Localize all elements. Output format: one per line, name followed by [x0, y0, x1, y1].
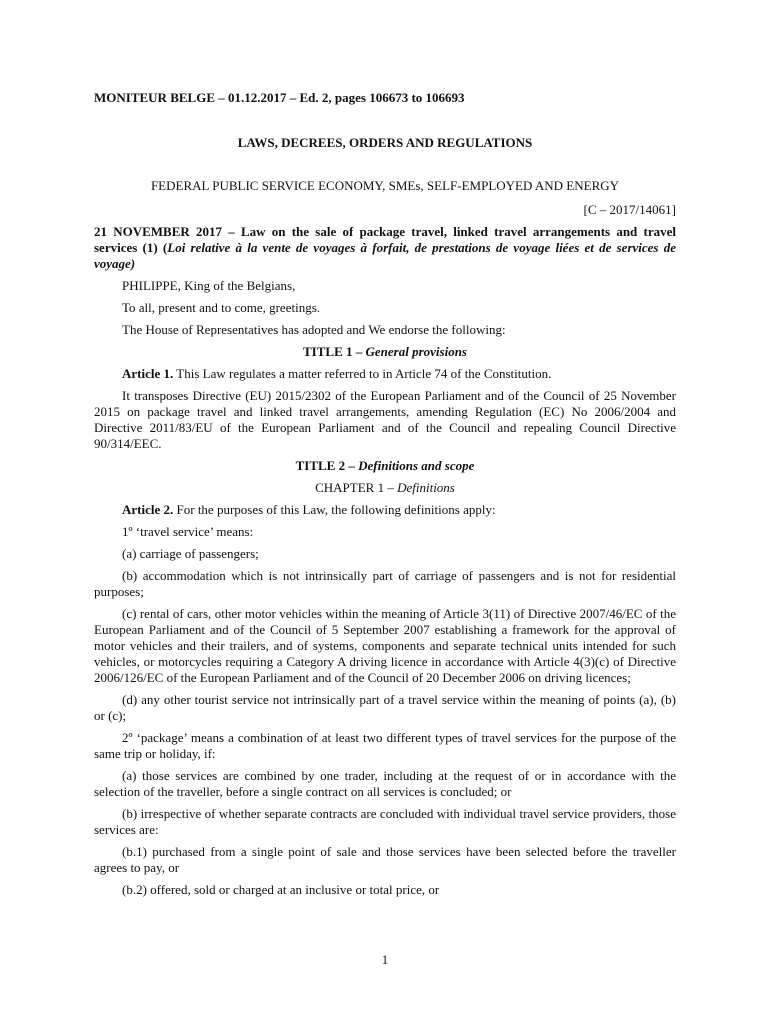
- chapter-1-name: Definitions: [397, 480, 455, 495]
- title-1-label: TITLE 1 –: [303, 344, 366, 359]
- title-2-label: TITLE 2 –: [295, 458, 359, 473]
- department-heading: FEDERAL PUBLIC SERVICE ECONOMY, SMEs, SELF-EMPLOYED AND ENERGY: [150, 178, 620, 193]
- reference-number: [C – 2017/14061]: [583, 202, 676, 217]
- title-2-heading: [94, 458, 676, 474]
- title-1-name: General provisions: [365, 344, 467, 359]
- definition-1-a: (a) carriage of passengers;: [122, 546, 259, 561]
- title-1-heading: [94, 344, 676, 360]
- publication-header: MONITEUR BELGE – 01.12.2017 – Ed. 2, pages 106673 to 106693: [94, 90, 465, 105]
- definition-1-intro: 1º ‘travel service’ means:: [122, 524, 254, 539]
- definition-2-b: (b) irrespective of whether separate contracts are concluded with individual travel service providers, those services are:: [94, 806, 676, 837]
- article-1-paragraph-2: It transposes Directive (EU) 2015/2302 of the European Parliament and of the Council of 25 November 2015 on package travel and linked travel arrangements, amending Regulation (EC) No 2006/2004 and Directive 2011/83/EU of the European Parliament and of the Council and repealing Council Directive 90/314/EEC.: [94, 388, 676, 451]
- definition-1-b: (b) accommodation which is not intrinsically part of carriage of passengers and is not for residential purposes;: [94, 568, 676, 599]
- article-1-label: Article 1.: [122, 366, 174, 381]
- section-heading: LAWS, DECREES, ORDERS AND REGULATIONS: [237, 135, 533, 150]
- greeting-line: To all, present and to come, greetings.: [122, 300, 321, 315]
- article-1-text: This Law regulates a matter referred to in Article 74 of the Constitution.: [173, 366, 552, 381]
- law-title-french: Loi relative à la vente de voyages à forfait, de prestations de voyage liées et de services de voyage): [94, 240, 676, 271]
- adoption-line: The House of Representatives has adopted and We endorse the following:: [122, 322, 506, 337]
- definition-1-d: (d) any other tourist service not intrinsically part of a travel service within the meaning of points (a), (b) or (c);: [94, 692, 676, 723]
- chapter-1-label: CHAPTER 1 –: [315, 480, 398, 495]
- article-1: [94, 366, 676, 382]
- document-body: [94, 224, 676, 904]
- page-number: 1: [381, 952, 389, 967]
- definition-2-b1: (b.1) purchased from a single point of sale and those services have been selected before the traveller agrees to pay, or: [94, 844, 676, 875]
- chapter-1-heading: [94, 480, 676, 496]
- title-2-name: Definitions and scope: [358, 458, 475, 473]
- definition-2-a: (a) those services are combined by one trader, including at the request of or in accordance with the selection of the traveller, before a single contract on all services is concluded; or: [94, 768, 676, 799]
- definition-2-intro: 2º ‘package’ means a combination of at least two different types of travel services for the purpose of the same trip or holiday, if:: [94, 730, 676, 761]
- king-line: PHILIPPE, King of the Belgians,: [122, 278, 296, 293]
- article-2-text: For the purposes of this Law, the following definitions apply:: [173, 502, 496, 517]
- article-2-label: Article 2.: [122, 502, 174, 517]
- definition-1-c: (c) rental of cars, other motor vehicles within the meaning of Article 3(11) of Directive 2007/46/EC of the European Parliament and of the Council of 5 September 2007 establishing a framework for the approval of motor vehicles and their trailers, and of systems, components and separate technical units intended for such vehicles, or motorcycles requiring a Category A driving licence in accordance with Article 4(3)(c) of Directive 2006/126/EC of the European Parliament and of the Council of 20 December 2006 on driving licences;: [94, 606, 676, 685]
- law-title-english: 21 NOVEMBER 2017 – Law on the sale of package travel, linked travel arrangements and travel services (1) (: [94, 224, 676, 255]
- definition-2-b2: (b.2) offered, sold or charged at an inclusive or total price, or: [122, 882, 440, 897]
- article-2: [94, 502, 676, 518]
- law-title: [94, 224, 676, 272]
